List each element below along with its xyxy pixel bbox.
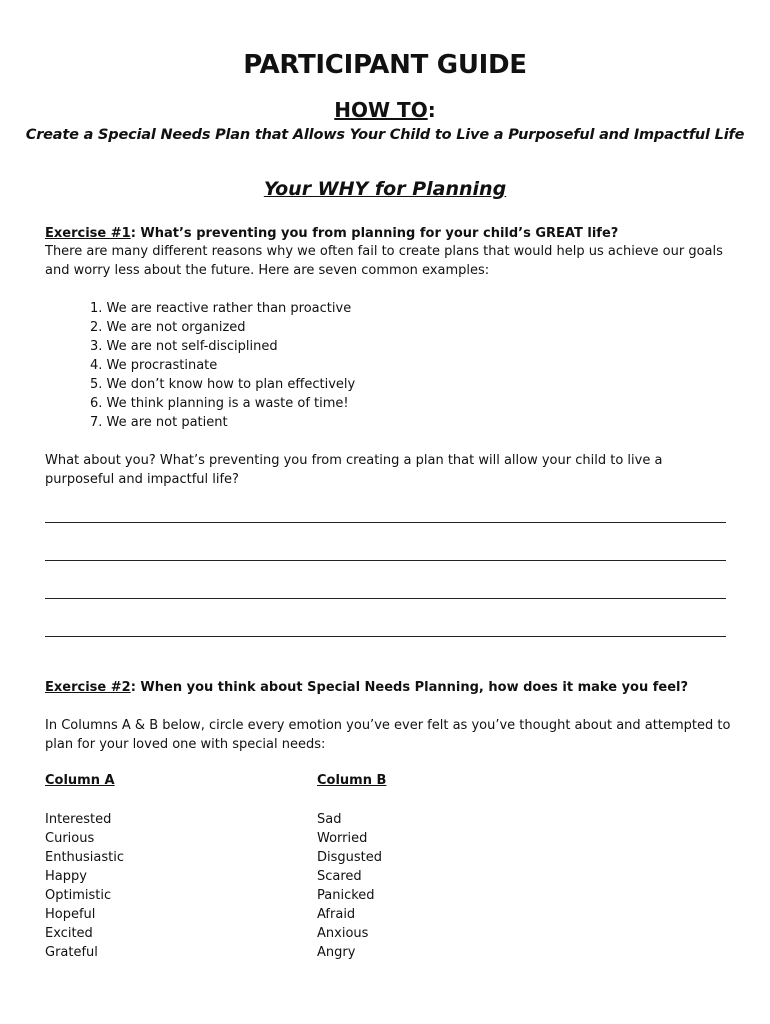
column-a-heading: Column A xyxy=(45,773,115,788)
exercise2-instructions: In Columns A & B below, circle every emotion you’ve ever felt as you’ve thought about and attempted to plan for your loved one with special needs: xyxy=(45,718,731,752)
answer-line[interactable] xyxy=(45,522,726,523)
answer-line[interactable] xyxy=(45,560,726,561)
emotion-item[interactable]: Disgusted xyxy=(317,850,383,865)
howto-label: HOW TO xyxy=(334,98,428,122)
exercise1-intro: There are many different reasons why we often fail to create plans that would help us achieve our goals and worry less about the future. Here are seven common examples: xyxy=(45,244,723,278)
column-b-list xyxy=(317,810,382,962)
column-b-heading: Column B xyxy=(317,773,387,788)
emotion-item[interactable]: Afraid xyxy=(317,907,356,922)
list-item: 3. We are not self-disciplined xyxy=(90,339,278,354)
exercise1-heading xyxy=(45,224,735,243)
answer-line[interactable] xyxy=(45,636,726,637)
emotion-item[interactable]: Worried xyxy=(317,831,368,846)
exercise2-question: : When you think about Special Needs Planning, how does it make you feel? xyxy=(130,680,689,695)
emotion-item[interactable]: Panicked xyxy=(317,888,375,903)
emotion-item[interactable]: Scared xyxy=(317,869,362,884)
emotion-item[interactable]: Anxious xyxy=(317,926,369,941)
column-a-list xyxy=(45,810,124,962)
list-item: 1. We are reactive rather than proactive xyxy=(90,301,352,316)
emotion-item[interactable]: Optimistic xyxy=(45,888,112,903)
emotion-item[interactable]: Curious xyxy=(45,831,95,846)
emotion-item[interactable]: Interested xyxy=(45,812,112,827)
howto-colon: : xyxy=(427,98,436,122)
emotion-item[interactable]: Excited xyxy=(45,926,93,941)
section-heading: Your WHY for Planning xyxy=(263,178,507,200)
howto-heading xyxy=(0,98,770,122)
exercise1-label: Exercise #1 xyxy=(45,226,131,241)
exercise2-heading xyxy=(45,678,735,697)
document-title: PARTICIPANT GUIDE xyxy=(243,50,527,80)
list-item: 6. We think planning is a waste of time! xyxy=(90,396,349,411)
emotion-item[interactable]: Grateful xyxy=(45,945,98,960)
answer-line[interactable] xyxy=(45,598,726,599)
list-item: 2. We are not organized xyxy=(90,320,246,335)
emotion-item[interactable]: Enthusiastic xyxy=(45,850,125,865)
list-item: 5. We don’t know how to plan effectively xyxy=(90,377,356,392)
document-subtitle: Create a Special Needs Plan that Allows Your Child to Live a Purposeful and Impactful Life xyxy=(25,127,745,143)
emotion-item[interactable]: Hopeful xyxy=(45,907,96,922)
emotion-item[interactable]: Sad xyxy=(317,812,342,827)
exercise1-question: : What’s preventing you from planning for your child’s GREAT life? xyxy=(130,226,619,241)
exercise1-prompt: What about you? What’s preventing you from creating a plan that will allow your child to live a purposeful and impactful life? xyxy=(45,453,663,487)
list-item: 4. We procrastinate xyxy=(90,358,218,373)
reasons-list xyxy=(90,299,355,432)
exercise2-label: Exercise #2 xyxy=(45,680,131,695)
emotion-item[interactable]: Happy xyxy=(45,869,87,884)
list-item: 7. We are not patient xyxy=(90,415,228,430)
emotion-item[interactable]: Angry xyxy=(317,945,356,960)
